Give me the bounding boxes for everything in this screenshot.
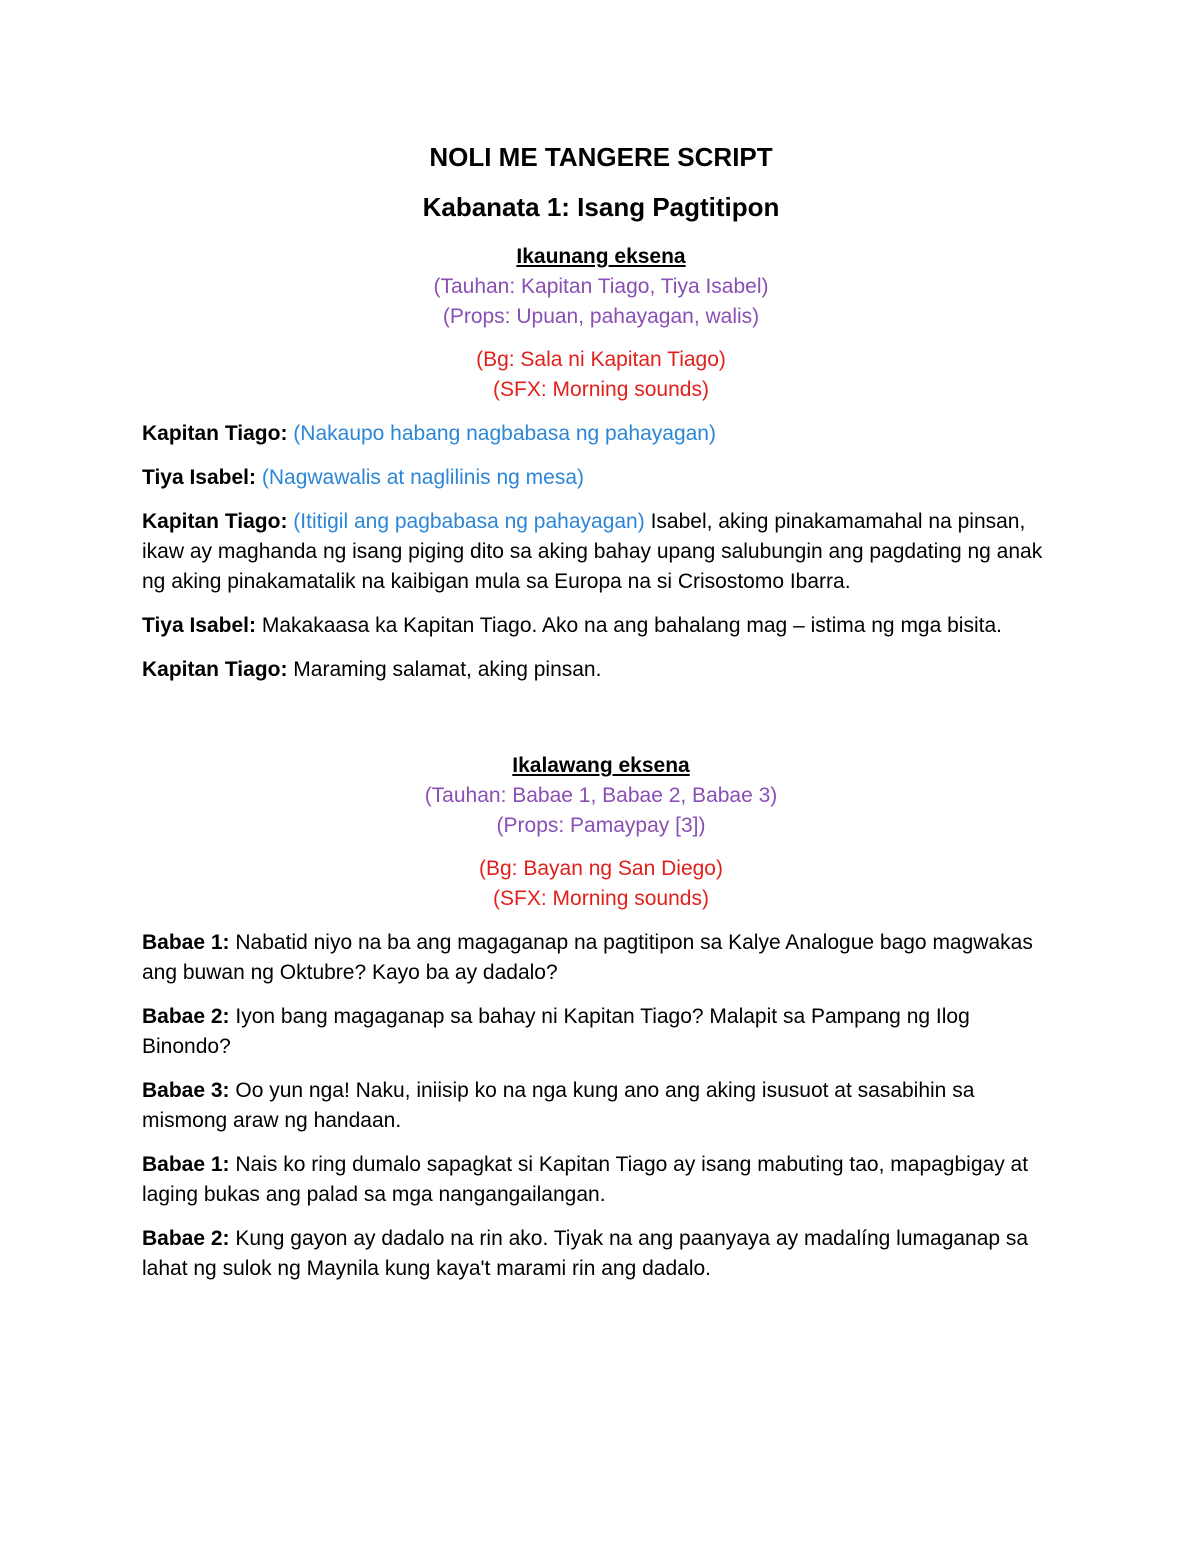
speaker-name: Babae 2: bbox=[142, 1005, 230, 1028]
speaker-name: Babae 1: bbox=[142, 1153, 230, 1176]
speaker-name: Kapitan Tiago: bbox=[142, 658, 288, 681]
dialogue-line bbox=[142, 611, 1060, 641]
section-spacer bbox=[142, 685, 1060, 733]
scene-2-cast-props bbox=[142, 751, 1060, 841]
stage-direction: (Nakaupo habang nagbabasa ng pahayagan) bbox=[293, 422, 716, 445]
scene-1-props: (Props: Upuan, pahayagan, walis) bbox=[442, 305, 760, 328]
scene-2-props: (Props: Pamaypay [3]) bbox=[496, 814, 706, 837]
dialogue-text: Iyon bang magaganap sa bahay ni Kapitan Tiago? Malapit sa Pampang ng Ilog Binondo? bbox=[142, 1005, 970, 1058]
scene-1-bg: (Bg: Sala ni Kapitan Tiago) bbox=[476, 348, 726, 371]
scene-2-setting bbox=[142, 854, 1060, 914]
script-page bbox=[142, 140, 1060, 1284]
scene-2-header bbox=[142, 751, 1060, 914]
scene-1-tauhan: (Tauhan: Kapitan Tiago, Tiya Isabel) bbox=[433, 275, 769, 298]
speaker-name: Kapitan Tiago: bbox=[142, 422, 288, 445]
dialogue-line bbox=[142, 655, 1060, 685]
scene-1-header bbox=[142, 242, 1060, 405]
dialogue-line bbox=[142, 1076, 1060, 1136]
dialogue-line bbox=[142, 1002, 1060, 1062]
speaker-name: Tiya Isabel: bbox=[142, 466, 257, 489]
dialogue-line bbox=[142, 928, 1060, 988]
stage-direction: (Nagwawalis at naglilinis ng mesa) bbox=[261, 466, 584, 489]
dialogue-text: Maraming salamat, aking pinsan. bbox=[293, 658, 602, 681]
scene-1-cast-props bbox=[142, 242, 1060, 332]
speaker-name: Babae 1: bbox=[142, 931, 230, 954]
scene-2-heading: Ikalawang eksena bbox=[512, 754, 690, 777]
dialogue-text: Nabatid niyo na ba ang magaganap na pagtitipon sa Kalye Analogue bago magwakas ang buwan ng Oktubre? Kayo ba ay dadalo? bbox=[142, 931, 1033, 984]
dialogue-text: Kung gayon ay dadalo na rin ako. Tiyak na ang paanyaya ay madalíng lumaganap sa lahat ng sulok ng Maynila kung kaya't marami rin ang dadalo. bbox=[142, 1227, 1029, 1280]
document-title: NOLI ME TANGERE SCRIPT bbox=[429, 142, 773, 172]
speaker-name: Tiya Isabel: bbox=[142, 614, 257, 637]
dialogue-line bbox=[142, 1150, 1060, 1210]
scene-2-sfx: (SFX: Morning sounds) bbox=[493, 887, 709, 910]
scene-2-tauhan: (Tauhan: Babae 1, Babae 2, Babae 3) bbox=[424, 784, 778, 807]
scene-1-heading: Ikaunang eksena bbox=[516, 245, 686, 268]
scene-1-sfx: (SFX: Morning sounds) bbox=[493, 378, 709, 401]
speaker-name: Babae 3: bbox=[142, 1079, 230, 1102]
dialogue-line bbox=[142, 1224, 1060, 1284]
speaker-name: Kapitan Tiago: bbox=[142, 510, 288, 533]
dialogue-text: Makakaasa ka Kapitan Tiago. Ako na ang bahalang mag – istima ng mga bisita. bbox=[261, 614, 1002, 637]
speaker-name: Babae 2: bbox=[142, 1227, 230, 1250]
chapter-title: Kabanata 1: Isang Pagtitipon bbox=[422, 192, 780, 222]
dialogue-text: Nais ko ring dumalo sapagkat si Kapitan Tiago ay isang mabuting tao, mapagbigay at laging bukas ang palad sa mga nangangailangan. bbox=[142, 1153, 1029, 1206]
dialogue-text: Isabel, aking pinakamamahal na pinsan, ikaw ay maghanda ng isang piging dito sa aking bahay upang salubungin ang pagdating ng anak ng aking pinakamatalik na kaibigan mula sa Europa na si Crisostomo Ibarra. bbox=[142, 510, 1043, 593]
dialogue-line bbox=[142, 463, 1060, 493]
dialogue-line bbox=[142, 507, 1060, 597]
dialogue-text: Oo yun nga! Naku, iniisip ko na nga kung ano ang aking isusuot at sasabihin sa mismong araw ng handaan. bbox=[142, 1079, 975, 1132]
scene-1-setting bbox=[142, 345, 1060, 405]
dialogue-line bbox=[142, 419, 1060, 449]
scene-2-bg: (Bg: Bayan ng San Diego) bbox=[479, 857, 723, 880]
stage-direction: (Ititigil ang pagbabasa ng pahayagan) bbox=[293, 510, 645, 533]
